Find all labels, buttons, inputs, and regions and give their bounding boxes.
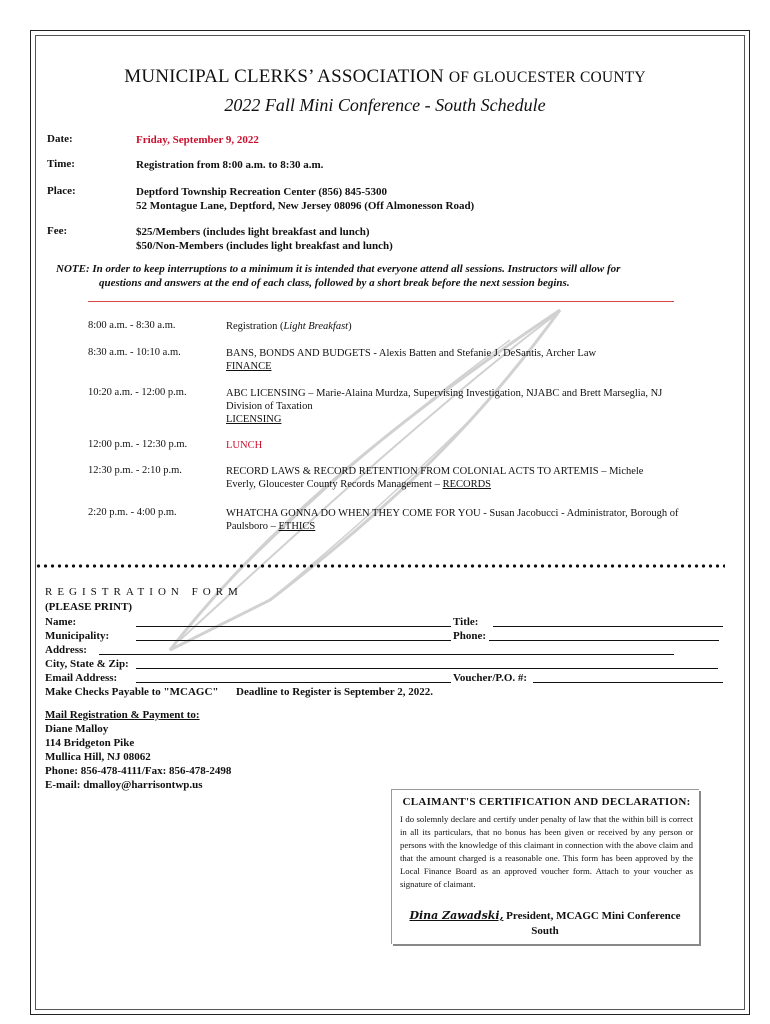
mail-name: Diane Malloy [45, 723, 109, 735]
note-line2: questions and answers at the end of each class, followed by a short break before the next session begins. [99, 277, 570, 289]
date-label: Date: [47, 133, 73, 145]
mail-heading: Mail Registration & Payment to: [45, 709, 200, 721]
schedule-desc: WHATCHA GONNA DO WHEN THEY COME FOR YOU - Susan Jacobucci - Administrator, Borough of Paulsboro – ETHICS [226, 508, 679, 532]
voucher-field[interactable] [533, 670, 723, 683]
place-line2: 52 Montague Lane, Deptford, New Jersey 08096 (Off Almonesson Road) [136, 200, 475, 212]
address-field[interactable] [99, 642, 674, 655]
phone-field[interactable] [489, 628, 719, 641]
signer-name: Dina Zawadski, [409, 909, 504, 922]
mail-street: 114 Bridgeton Pike [45, 737, 135, 749]
cut-line [35, 563, 725, 569]
city-field[interactable] [136, 656, 718, 669]
schedule-time: 12:30 p.m. - 2:10 p.m. [88, 465, 182, 476]
session-tag: RECORDS [442, 479, 491, 490]
mail-block [45, 708, 231, 792]
claim-body: I do solemnly declare and certify under penalty of law that the within bill is correct in all its particulars, that no bonus has been given or received by any person or persons with the knowledge of this claimant in connection with the above claim and that the amount charged is a reasonable one. This form has been approved by the Local Finance Board as an approved voucher form. Attach to your voucher as signature of claimant. [400, 814, 693, 889]
session-tag: FINANCE [226, 361, 272, 372]
registration-form-title: REGISTRATION FORM [45, 586, 243, 598]
time-value: Registration from 8:00 a.m. to 8:30 a.m. [136, 159, 324, 171]
deadline: Deadline to Register is September 2, 2022. [236, 686, 433, 698]
municipality-label: Municipality: [45, 630, 110, 642]
municipality-field[interactable] [136, 628, 451, 641]
session-tag: LICENSING [226, 414, 282, 425]
title-field[interactable] [493, 614, 723, 627]
title-label: Title: [453, 616, 479, 628]
page-subtitle: 2022 Fall Mini Conference - South Schedule [224, 95, 546, 115]
signature-block [391, 908, 699, 939]
email-label: Email Address: [45, 672, 118, 684]
city-label: City, State & Zip: [45, 658, 129, 670]
mail-phone: Phone: 856-478-4111/Fax: 856-478-2498 [45, 765, 232, 777]
please-print: (PLEASE PRINT) [45, 601, 133, 613]
schedule-time: 2:20 p.m. - 4:00 p.m. [88, 507, 177, 518]
schedule-time: 8:00 a.m. - 8:30 a.m. [88, 320, 176, 331]
place-line1: Deptford Township Recreation Center (856) 845-5300 [136, 186, 388, 198]
place-value [136, 185, 474, 213]
fee-value [136, 225, 393, 253]
mail-city: Mullica Hill, NJ 08062 [45, 751, 151, 763]
schedule-desc: ABC LICENSING – Marie-Alaina Murdza, Supervising Investigation, NJABC and Brett Marseglia, NJ Division of Taxation LICENSING [226, 387, 716, 426]
note [56, 262, 706, 290]
voucher-label: Voucher/P.O. #: [453, 672, 528, 684]
divider [88, 301, 674, 302]
place-label: Place: [47, 185, 76, 197]
signer-title: President, MCAGC Mini Conference [506, 910, 681, 922]
fee-label: Fee: [47, 225, 68, 237]
name-label: Name: [45, 616, 77, 628]
checks-payable: Make Checks Payable to "MCAGC" [45, 686, 219, 698]
fee-line1: $25/Members (includes light breakfast and lunch) [136, 226, 370, 238]
address-label: Address: [45, 644, 87, 656]
date-value: Friday, September 9, 2022 [136, 134, 259, 146]
schedule-desc: LUNCH [226, 440, 263, 451]
schedule-desc: RECORD LAWS & RECORD RETENTION FROM COLONIAL ACTS TO ARTEMIS – Michele Everly, Gloucester County Records Management – RECORDS [226, 466, 644, 490]
session-tag: ETHICS [278, 521, 316, 532]
note-line1: NOTE: In order to keep interruptions to a minimum it is intended that everyone attend all sessions. Instructors will allow for [56, 263, 621, 275]
page-title: MUNICIPAL CLERKS’ ASSOCIATION OF GLOUCESTER COUNTY [124, 66, 646, 87]
schedule-time: 12:00 p.m. - 12:30 p.m. [88, 439, 188, 450]
signer-title2: South [531, 925, 559, 937]
phone-label: Phone: [453, 630, 486, 642]
schedule-time: 10:20 a.m. - 12:00 p.m. [88, 387, 187, 398]
time-label: Time: [47, 158, 75, 170]
email-field[interactable] [136, 670, 451, 683]
name-field[interactable] [136, 614, 451, 627]
schedule-desc: Registration (Light Breakfast) [226, 321, 352, 332]
fee-line2: $50/Non-Members (includes light breakfast and lunch) [136, 240, 393, 252]
claim-heading: CLAIMANT'S CERTIFICATION AND DECLARATION: [402, 796, 691, 808]
schedule-desc: BANS, BONDS AND BUDGETS - Alexis Batten and Stefanie J. DeSantis, Archer Law FINANCE [226, 347, 716, 373]
schedule-time: 8:30 a.m. - 10:10 a.m. [88, 347, 181, 358]
mail-email: E-mail: dmalloy@harrisontwp.us [45, 779, 203, 791]
